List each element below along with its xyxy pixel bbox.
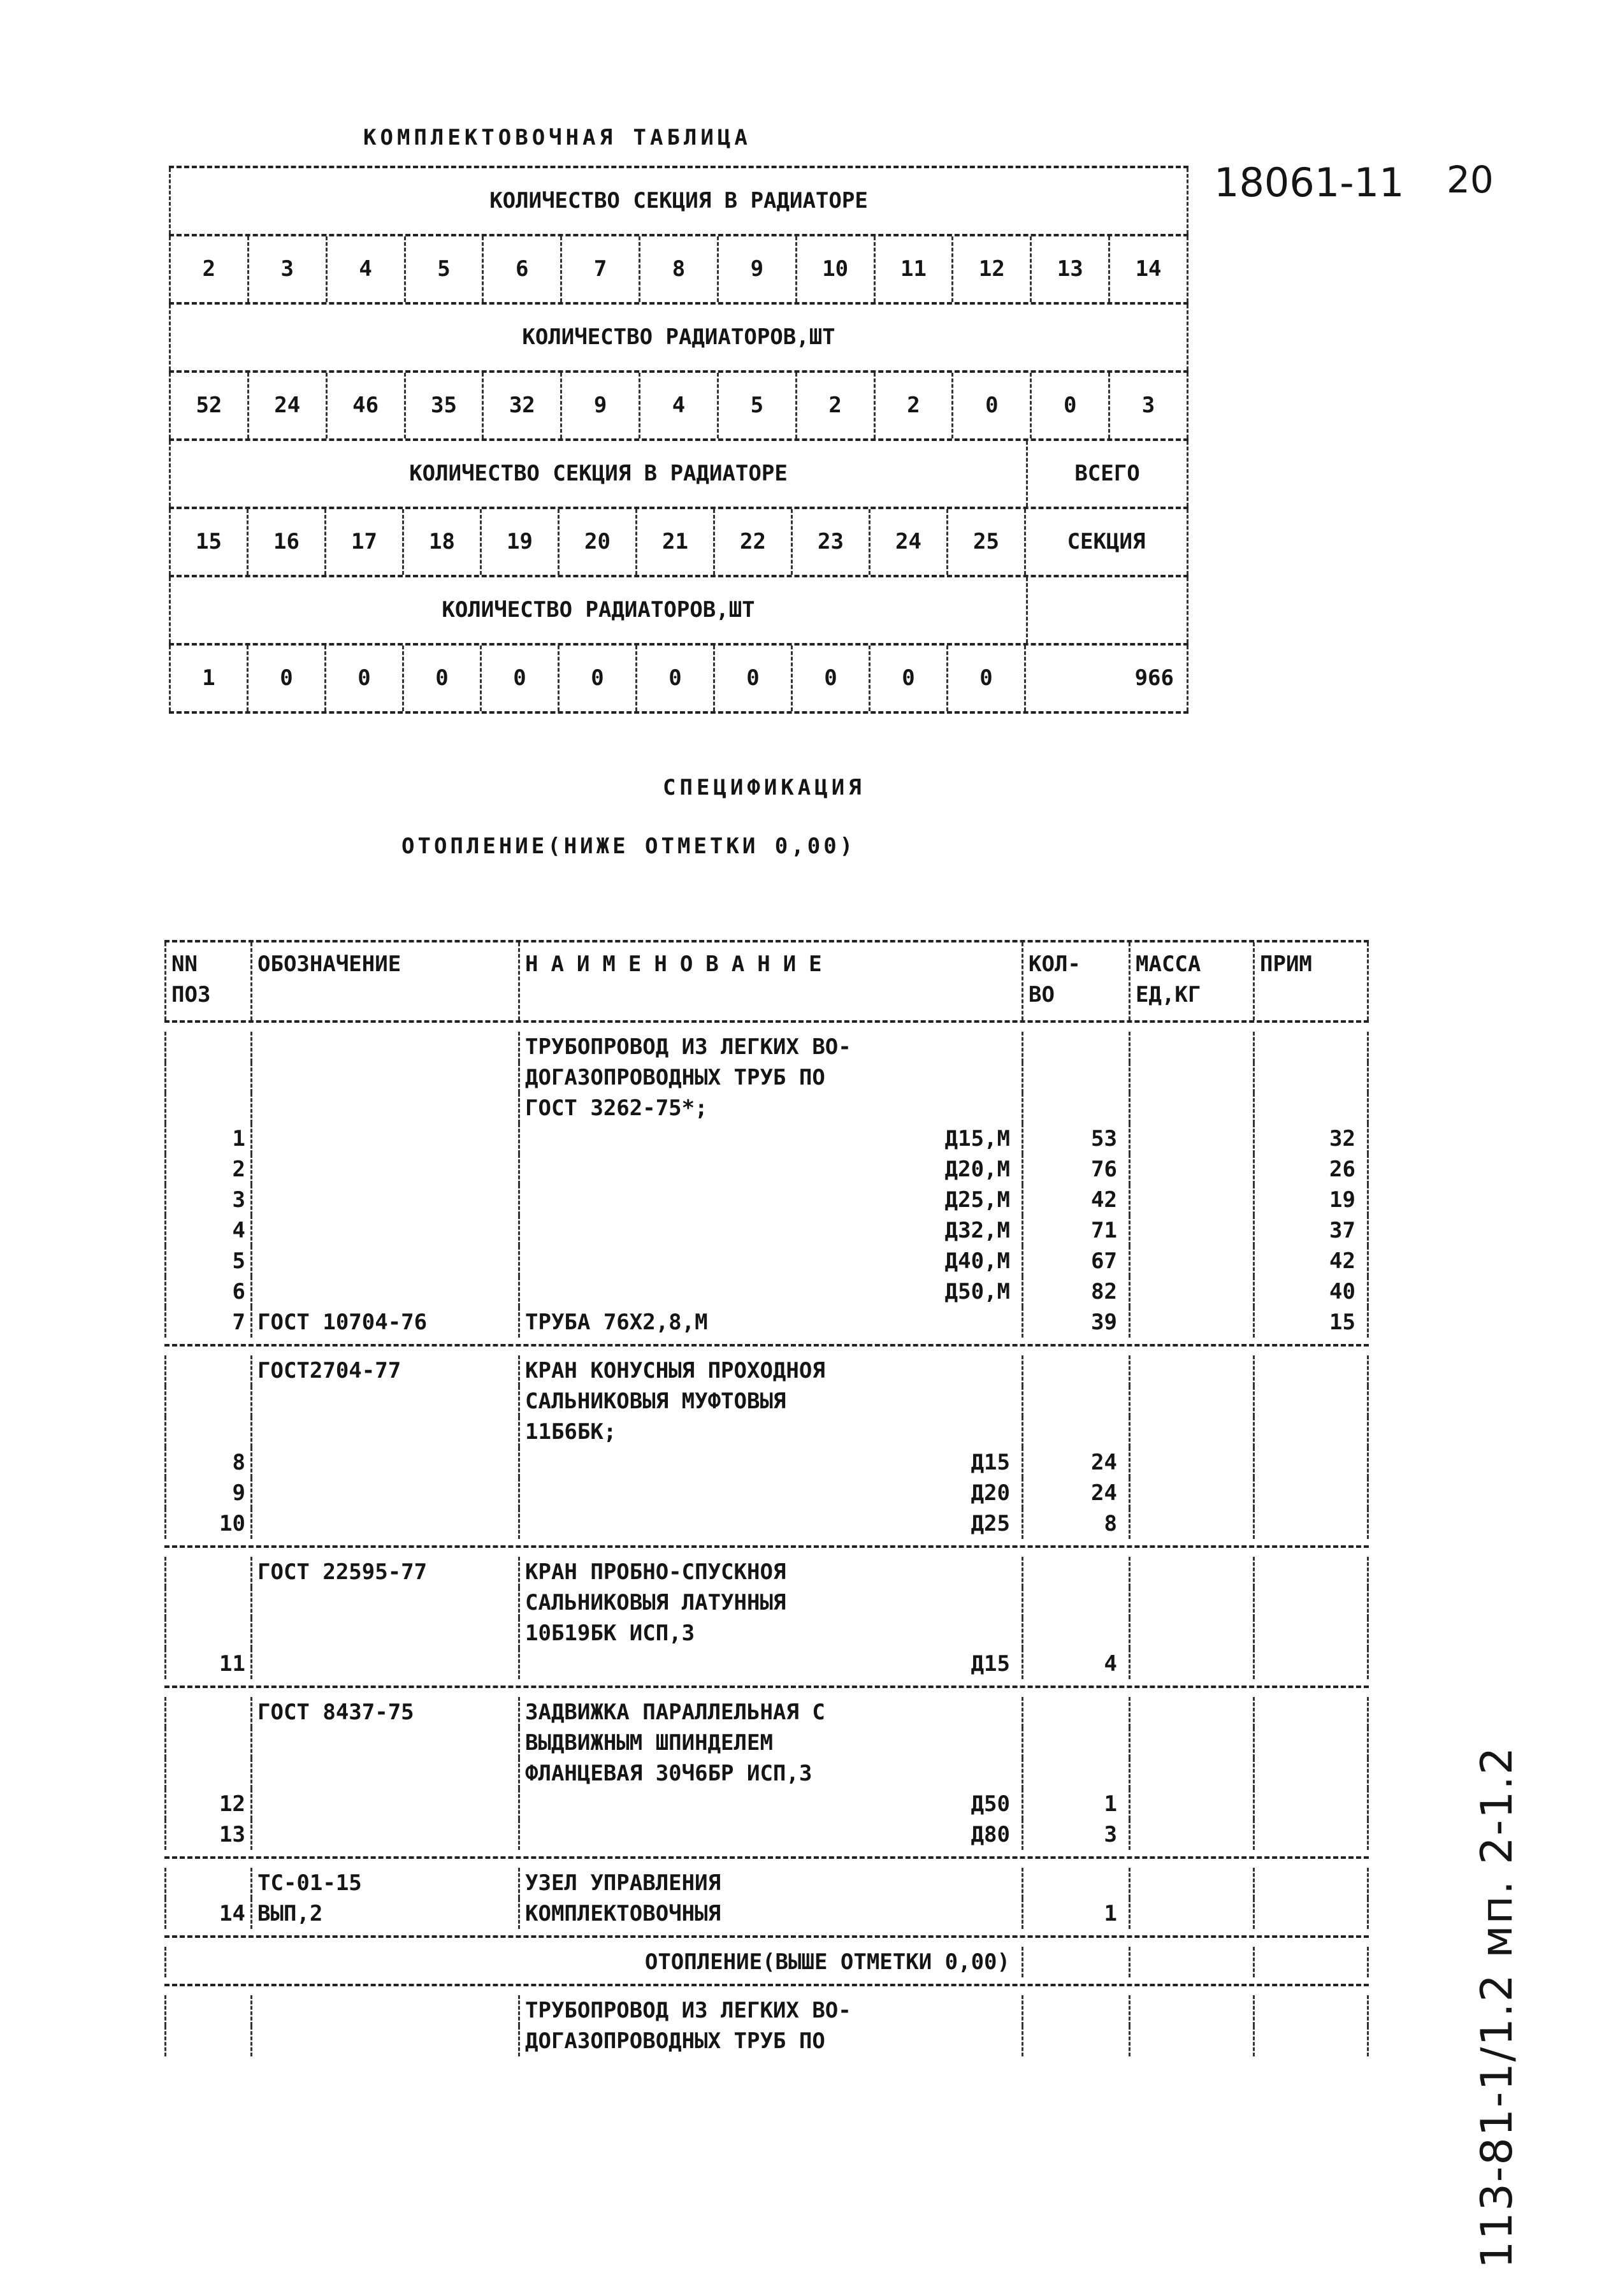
col-mass-header xyxy=(1129,942,1253,1020)
row-qty xyxy=(1022,1557,1129,1587)
table-cell: 1 xyxy=(169,646,247,711)
row-qty: 1 xyxy=(1022,1789,1129,1819)
table-row xyxy=(164,1032,1369,1062)
completion-table xyxy=(169,166,1188,714)
row-mass xyxy=(1129,1868,1253,1898)
section-heading-text: ОТОПЛЕНИЕ(ВЫШЕ ОТМЕТКИ 0,00) xyxy=(164,1947,1022,1977)
spec-group xyxy=(164,1023,1369,1344)
row-designation: ВЫП,2 xyxy=(250,1898,518,1929)
table-row xyxy=(164,2026,1369,2056)
table-cell: 16 xyxy=(247,509,324,575)
table-row xyxy=(164,1789,1369,1819)
row-designation: ГОСТ2704-77 xyxy=(250,1355,518,1386)
row-note xyxy=(1253,1508,1369,1539)
row-mass xyxy=(1129,1276,1253,1307)
row-name: ЗАДВИЖКА ПАРАЛЛЕЛЬНАЯ С xyxy=(518,1697,1022,1728)
empty-cell xyxy=(1253,1947,1369,1977)
col-designation-header: ОБОЗНАЧЕНИЕ xyxy=(250,942,518,1020)
table-cell: 0 xyxy=(324,646,402,711)
row-mass xyxy=(1129,1123,1253,1154)
table-cell: 11 xyxy=(874,236,952,302)
row-note xyxy=(1253,1758,1369,1789)
col-pos-header xyxy=(164,942,250,1020)
row-pos: 6 xyxy=(164,1276,250,1307)
row-pos xyxy=(164,1868,250,1898)
document-code: 18061-11 xyxy=(1214,159,1405,206)
table-cell: 18 xyxy=(402,509,480,575)
empty-cell xyxy=(1129,1947,1253,1977)
col-mass-header-line2: ЕД,КГ xyxy=(1136,982,1201,1007)
row-note xyxy=(1253,1355,1369,1386)
table-cell: 35 xyxy=(404,373,482,438)
specification-header xyxy=(164,942,1369,1020)
row-mass xyxy=(1129,2026,1253,2056)
total-sub-label: СЕКЦИЯ xyxy=(1024,509,1188,575)
row-name: Д50,М xyxy=(518,1276,1022,1307)
row-mass xyxy=(1129,1898,1253,1929)
radiator-count-row-2 xyxy=(169,646,1024,711)
row-name: 10Б19БК ИСП,3 xyxy=(518,1618,1022,1649)
row-qty xyxy=(1022,1417,1129,1447)
table-cell: 9 xyxy=(560,373,639,438)
table-row xyxy=(164,1215,1369,1246)
row-name: 11Б6БК; xyxy=(518,1417,1022,1447)
row-note xyxy=(1253,2026,1369,2056)
table-cell: 7 xyxy=(560,236,639,302)
row-qty: 67 xyxy=(1022,1246,1129,1276)
row-mass xyxy=(1129,1062,1253,1093)
row-pos xyxy=(164,1758,250,1789)
table-row xyxy=(164,1868,1369,1898)
total-empty-cell xyxy=(1026,577,1188,643)
row-qty: 39 xyxy=(1022,1307,1129,1338)
spec-section-heading-group xyxy=(164,1938,1369,1984)
row-name: КОМПЛЕКТОВОЧНЫЯ xyxy=(518,1898,1022,1929)
row-pos xyxy=(164,1587,250,1618)
row-designation xyxy=(250,1789,518,1819)
spec-group xyxy=(164,1859,1369,1935)
row-qty xyxy=(1022,1587,1129,1618)
table-cell: 0 xyxy=(946,646,1024,711)
row-mass xyxy=(1129,1508,1253,1539)
row-mass xyxy=(1129,1995,1253,2026)
row-qty: 82 xyxy=(1022,1276,1129,1307)
row-pos: 14 xyxy=(164,1898,250,1929)
row-pos xyxy=(164,1032,250,1062)
col-name-header: НАИМЕНОВАНИЕ xyxy=(518,942,1022,1020)
row-qty: 53 xyxy=(1022,1123,1129,1154)
row-note xyxy=(1253,1093,1369,1123)
row-designation xyxy=(250,1508,518,1539)
row-mass xyxy=(1129,1697,1253,1728)
row-qty xyxy=(1022,1355,1129,1386)
row-mass xyxy=(1129,1246,1253,1276)
row-name: ФЛАНЦЕВАЯ 30Ч6БР ИСП,3 xyxy=(518,1758,1022,1789)
table-row xyxy=(164,1185,1369,1215)
total-label: ВСЕГО xyxy=(1026,441,1188,507)
spec-group xyxy=(164,1548,1369,1686)
row-qty xyxy=(1022,1697,1129,1728)
row-mass xyxy=(1129,1215,1253,1246)
row-mass xyxy=(1129,1728,1253,1758)
table-cell: 5 xyxy=(717,373,795,438)
table-cell: 6 xyxy=(482,236,560,302)
table-cell: 17 xyxy=(324,509,402,575)
row-note xyxy=(1253,1386,1369,1417)
table-cell: 0 xyxy=(635,646,713,711)
row-mass xyxy=(1129,1649,1253,1679)
row-qty xyxy=(1022,1868,1129,1898)
row-designation xyxy=(250,1276,518,1307)
row-pos: 13 xyxy=(164,1819,250,1850)
row-note xyxy=(1253,1618,1369,1649)
row-designation xyxy=(250,1447,518,1478)
row-designation xyxy=(250,1478,518,1508)
table-cell: 9 xyxy=(717,236,795,302)
table-row xyxy=(164,1697,1369,1728)
table-row xyxy=(164,1386,1369,1417)
specification-body xyxy=(164,1023,1369,2063)
spec-group xyxy=(164,1986,1369,2063)
radiator-count-header: КОЛИЧЕСТВО РАДИАТОРОВ,ШТ xyxy=(169,305,1188,370)
row-note xyxy=(1253,1417,1369,1447)
row-designation: ГОСТ 22595-77 xyxy=(250,1557,518,1587)
table-cell: 12 xyxy=(951,236,1030,302)
table-cell: 32 xyxy=(482,373,560,438)
table-cell: 2 xyxy=(169,236,247,302)
table-row xyxy=(164,1276,1369,1307)
row-note xyxy=(1253,1649,1369,1679)
col-pos-header-line1: NN xyxy=(171,951,198,977)
row-note xyxy=(1253,1557,1369,1587)
row-mass xyxy=(1129,1587,1253,1618)
row-name: Д20 xyxy=(518,1478,1022,1508)
table-cell: 10 xyxy=(795,236,874,302)
empty-cell xyxy=(1022,1947,1129,1977)
row-qty: 1 xyxy=(1022,1898,1129,1929)
row-designation: ГОСТ 8437-75 xyxy=(250,1697,518,1728)
row-mass xyxy=(1129,1478,1253,1508)
table-cell: 4 xyxy=(326,236,404,302)
row-qty: 8 xyxy=(1022,1508,1129,1539)
row-mass xyxy=(1129,1618,1253,1649)
row-pos xyxy=(164,1618,250,1649)
row-name: Д40,М xyxy=(518,1246,1022,1276)
row-mass xyxy=(1129,1417,1253,1447)
table-cell: 0 xyxy=(402,646,480,711)
row-note: 15 xyxy=(1253,1307,1369,1338)
row-designation xyxy=(250,1123,518,1154)
table-row xyxy=(164,1447,1369,1478)
row-qty xyxy=(1022,2026,1129,2056)
row-note: 32 xyxy=(1253,1123,1369,1154)
row-name: Д20,М xyxy=(518,1154,1022,1185)
completion-table-title: КОМПЛЕКТОВОЧНАЯ ТАБЛИЦА xyxy=(363,125,751,150)
section-count-header-2: КОЛИЧЕСТВО СЕКЦИЯ В РАДИАТОРЕ xyxy=(169,441,1026,507)
row-name: КРАН КОНУСНЫЯ ПРОХОДНОЯ xyxy=(518,1355,1022,1386)
table-cell: 24 xyxy=(869,509,946,575)
row-pos xyxy=(164,1557,250,1587)
row-mass xyxy=(1129,1032,1253,1062)
table-row xyxy=(164,1819,1369,1850)
row-qty: 24 xyxy=(1022,1478,1129,1508)
table-row xyxy=(164,1587,1369,1618)
row-designation xyxy=(250,1032,518,1062)
row-mass xyxy=(1129,1185,1253,1215)
row-designation xyxy=(250,1649,518,1679)
row-pos: 5 xyxy=(164,1246,250,1276)
row-name: ДОГАЗОПРОВОДНЫХ ТРУБ ПО xyxy=(518,2026,1022,2056)
row-note: 42 xyxy=(1253,1246,1369,1276)
row-name: Д32,М xyxy=(518,1215,1022,1246)
row-designation xyxy=(250,1062,518,1093)
row-name: ВЫДВИЖНЫМ ШПИНДЕЛЕМ xyxy=(518,1728,1022,1758)
table-row xyxy=(164,1618,1369,1649)
row-name: САЛЬНИКОВЫЯ МУФТОВЫЯ xyxy=(518,1386,1022,1417)
table-cell: 0 xyxy=(558,646,635,711)
row-pos: 3 xyxy=(164,1185,250,1215)
table-cell: 8 xyxy=(639,236,717,302)
row-name: Д15,М xyxy=(518,1123,1022,1154)
row-pos: 9 xyxy=(164,1478,250,1508)
row-name: УЗЕЛ УПРАВЛЕНИЯ xyxy=(518,1868,1022,1898)
row-designation xyxy=(250,1758,518,1789)
row-note: 19 xyxy=(1253,1185,1369,1215)
radiator-count-row xyxy=(169,373,1188,438)
row-qty xyxy=(1022,1618,1129,1649)
table-row xyxy=(164,1154,1369,1185)
row-mass xyxy=(1129,1386,1253,1417)
total-value: 966 xyxy=(1024,646,1188,711)
table-row xyxy=(164,1728,1369,1758)
row-note xyxy=(1253,1728,1369,1758)
row-qty: 3 xyxy=(1022,1819,1129,1850)
col-qty-header-line1: КОЛ- xyxy=(1029,951,1081,977)
row-note xyxy=(1253,1447,1369,1478)
row-qty: 4 xyxy=(1022,1649,1129,1679)
row-mass xyxy=(1129,1355,1253,1386)
row-pos: 11 xyxy=(164,1649,250,1679)
table-cell: 13 xyxy=(1030,236,1108,302)
row-pos xyxy=(164,1062,250,1093)
row-designation xyxy=(250,1185,518,1215)
row-pos: 4 xyxy=(164,1215,250,1246)
row-note xyxy=(1253,1898,1369,1929)
table-cell: 21 xyxy=(635,509,713,575)
row-name: ТРУБОПРОВОД ИЗ ЛЕГКИХ ВО- xyxy=(518,1032,1022,1062)
row-pos: 7 xyxy=(164,1307,250,1338)
row-name: Д15 xyxy=(518,1447,1022,1478)
row-designation xyxy=(250,1154,518,1185)
table-row xyxy=(164,1898,1369,1929)
row-note xyxy=(1253,1868,1369,1898)
row-qty xyxy=(1022,1995,1129,2026)
row-designation xyxy=(250,1417,518,1447)
table-cell: 2 xyxy=(795,373,874,438)
row-pos xyxy=(164,1355,250,1386)
table-cell: 23 xyxy=(791,509,869,575)
row-designation xyxy=(250,1618,518,1649)
row-mass xyxy=(1129,1557,1253,1587)
row-qty xyxy=(1022,1062,1129,1093)
row-pos xyxy=(164,1417,250,1447)
row-pos xyxy=(164,1728,250,1758)
row-designation xyxy=(250,1995,518,2026)
row-pos: 10 xyxy=(164,1508,250,1539)
table-cell: 19 xyxy=(480,509,558,575)
specification-table xyxy=(164,940,1369,2063)
row-qty xyxy=(1022,1386,1129,1417)
table-row xyxy=(164,1123,1369,1154)
radiator-count-header-2: КОЛИЧЕСТВО РАДИАТОРОВ,ШТ xyxy=(169,577,1026,643)
page-number: 20 xyxy=(1447,158,1494,201)
row-name: ТРУБА 76Х2,8,М xyxy=(518,1307,1022,1338)
row-pos xyxy=(164,2026,250,2056)
table-cell: 0 xyxy=(1030,373,1108,438)
table-row xyxy=(164,1478,1369,1508)
table-cell: 0 xyxy=(951,373,1030,438)
row-name: Д50 xyxy=(518,1789,1022,1819)
row-mass xyxy=(1129,1789,1253,1819)
row-designation xyxy=(250,1246,518,1276)
table-cell: 0 xyxy=(791,646,869,711)
row-designation xyxy=(250,1728,518,1758)
row-name: Д25,М xyxy=(518,1185,1022,1215)
row-pos xyxy=(164,1386,250,1417)
table-cell: 22 xyxy=(713,509,791,575)
row-note xyxy=(1253,1587,1369,1618)
row-designation xyxy=(250,1386,518,1417)
row-mass xyxy=(1129,1758,1253,1789)
row-designation xyxy=(250,1215,518,1246)
table-row xyxy=(164,1246,1369,1276)
col-qty-header-line2: ВО xyxy=(1029,982,1055,1007)
table-row xyxy=(164,1093,1369,1123)
row-pos: 12 xyxy=(164,1789,250,1819)
row-pos: 8 xyxy=(164,1447,250,1478)
row-name: ГОСТ 3262-75*; xyxy=(518,1093,1022,1123)
spec-group xyxy=(164,1688,1369,1856)
row-qty: 76 xyxy=(1022,1154,1129,1185)
row-name: Д25 xyxy=(518,1508,1022,1539)
section-count-row-2 xyxy=(169,509,1024,575)
row-note: 26 xyxy=(1253,1154,1369,1185)
col-mass-header-line1: МАССА xyxy=(1136,951,1201,977)
row-mass xyxy=(1129,1819,1253,1850)
row-name: ТРУБОПРОВОД ИЗ ЛЕГКИХ ВО- xyxy=(518,1995,1022,2026)
row-qty: 24 xyxy=(1022,1447,1129,1478)
table-cell: 24 xyxy=(247,373,326,438)
row-note: 37 xyxy=(1253,1215,1369,1246)
row-pos: 2 xyxy=(164,1154,250,1185)
table-row xyxy=(164,1649,1369,1679)
margin-stamp: 113-81-1/1.2 мп. 2-1.2 xyxy=(1472,1745,1522,2269)
row-mass xyxy=(1129,1307,1253,1338)
section-count-row xyxy=(169,236,1188,302)
row-pos xyxy=(164,1093,250,1123)
row-pos xyxy=(164,1995,250,2026)
table-row xyxy=(164,1355,1369,1386)
row-note xyxy=(1253,1789,1369,1819)
row-qty xyxy=(1022,1032,1129,1062)
row-designation xyxy=(250,1587,518,1618)
table-row xyxy=(164,1062,1369,1093)
table-cell: 5 xyxy=(404,236,482,302)
spec-section-heading xyxy=(164,1947,1369,1977)
row-name: Д80 xyxy=(518,1819,1022,1850)
specification-subtitle: ОТОПЛЕНИЕ(НИЖЕ ОТМЕТКИ 0,00) xyxy=(401,834,856,859)
table-cell: 52 xyxy=(169,373,247,438)
row-name: ДОГАЗОПРОВОДНЫХ ТРУБ ПО xyxy=(518,1062,1022,1093)
table-row xyxy=(164,1995,1369,2026)
table-cell: 3 xyxy=(247,236,326,302)
row-designation xyxy=(250,1819,518,1850)
row-qty: 42 xyxy=(1022,1185,1129,1215)
row-qty xyxy=(1022,1758,1129,1789)
table-cell: 0 xyxy=(247,646,324,711)
col-note-header: ПРИМ xyxy=(1253,942,1369,1020)
table-cell: 46 xyxy=(326,373,404,438)
table-cell: 0 xyxy=(869,646,946,711)
row-mass xyxy=(1129,1093,1253,1123)
row-designation xyxy=(250,2026,518,2056)
col-pos-header-line2: ПОЗ xyxy=(171,982,211,1007)
col-qty-header xyxy=(1022,942,1129,1020)
specification-title: СПЕЦИФИКАЦИЯ xyxy=(663,775,865,800)
row-mass xyxy=(1129,1154,1253,1185)
row-note xyxy=(1253,1819,1369,1850)
table-cell: 15 xyxy=(169,509,247,575)
row-note xyxy=(1253,1995,1369,2026)
row-note xyxy=(1253,1478,1369,1508)
row-qty xyxy=(1022,1728,1129,1758)
row-note xyxy=(1253,1062,1369,1093)
table-cell: 0 xyxy=(713,646,791,711)
row-note: 40 xyxy=(1253,1276,1369,1307)
table-row xyxy=(164,1758,1369,1789)
row-pos: 1 xyxy=(164,1123,250,1154)
row-pos xyxy=(164,1697,250,1728)
table-cell: 20 xyxy=(558,509,635,575)
row-designation: ГОСТ 10704-76 xyxy=(250,1307,518,1338)
table-cell: 25 xyxy=(946,509,1024,575)
table-row xyxy=(164,1307,1369,1338)
row-qty: 71 xyxy=(1022,1215,1129,1246)
row-note xyxy=(1253,1032,1369,1062)
spec-group xyxy=(164,1347,1369,1545)
table-cell: 0 xyxy=(480,646,558,711)
table-cell: 2 xyxy=(874,373,952,438)
table-cell: 4 xyxy=(639,373,717,438)
row-name: КРАН ПРОБНО-СПУСКНОЯ xyxy=(518,1557,1022,1587)
row-name: САЛЬНИКОВЫЯ ЛАТУННЫЯ xyxy=(518,1587,1022,1618)
table-cell: 14 xyxy=(1108,236,1188,302)
table-row xyxy=(164,1508,1369,1539)
row-qty xyxy=(1022,1093,1129,1123)
table-cell: 3 xyxy=(1108,373,1188,438)
section-count-header: КОЛИЧЕСТВО СЕКЦИЯ В РАДИАТОРЕ xyxy=(169,168,1188,234)
row-name: Д15 xyxy=(518,1649,1022,1679)
row-note xyxy=(1253,1697,1369,1728)
row-designation: ТС-01-15 xyxy=(250,1868,518,1898)
row-mass xyxy=(1129,1447,1253,1478)
table-row xyxy=(164,1557,1369,1587)
row-designation xyxy=(250,1093,518,1123)
table-row xyxy=(164,1417,1369,1447)
